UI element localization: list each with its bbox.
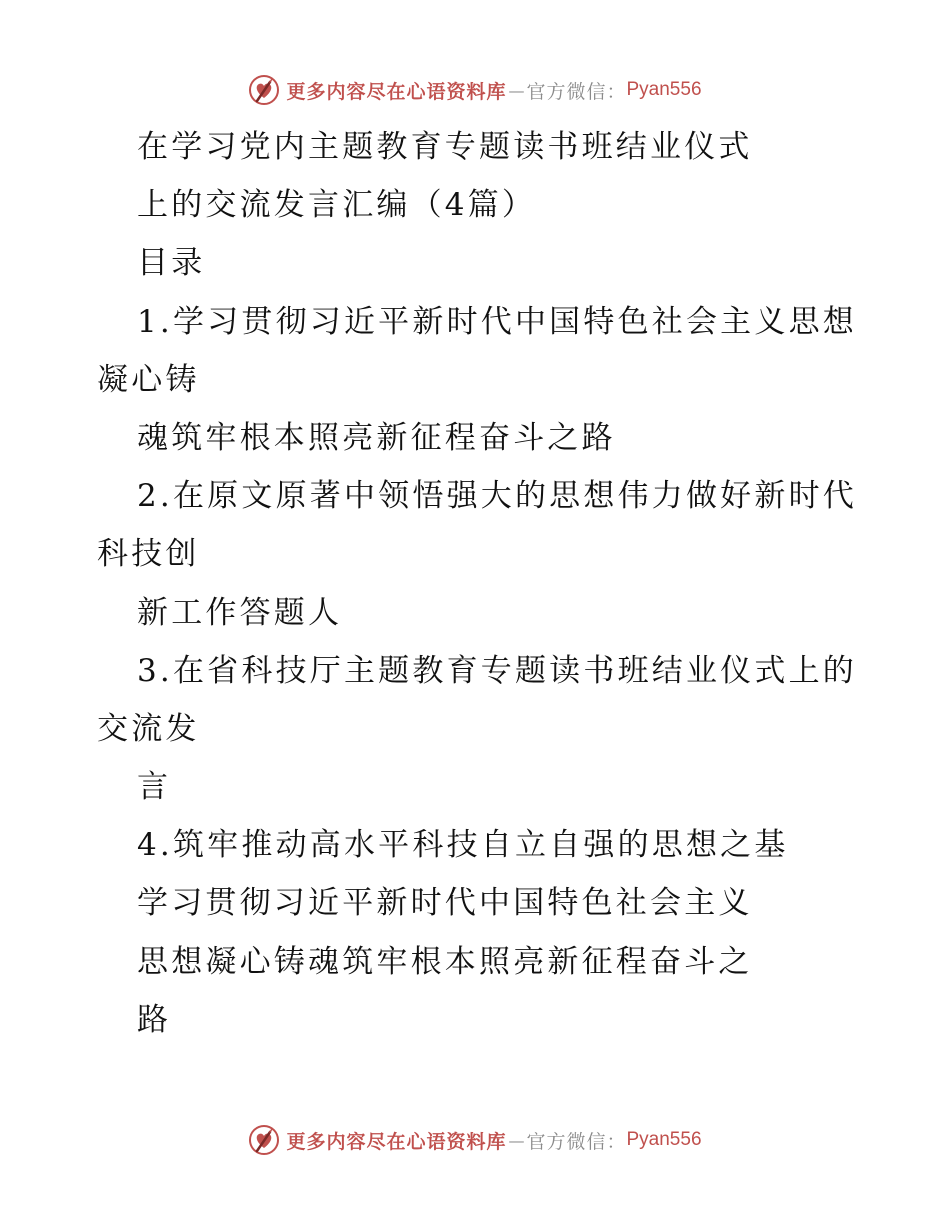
toc-heading: 目录: [137, 245, 206, 282]
watermark-text: 更多内容尽在心语资料库: [286, 80, 507, 103]
watermark-text: 更多内容尽在心语资料库: [286, 1130, 507, 1153]
watermark-separator: —: [508, 80, 525, 100]
toc-item-1-line1: 1.学习贯彻习近平新时代中国特色社会主义思想: [137, 303, 857, 340]
section-title-line3: 路: [137, 1001, 172, 1038]
document-body: [97, 118, 857, 1049]
heart-pen-logo-icon: [248, 74, 280, 106]
toc-item-3-line3: 言: [137, 769, 172, 806]
header-watermark: [0, 70, 950, 110]
section-title-line1: 学习贯彻习近平新时代中国特色社会主义: [137, 885, 753, 922]
section-title-line2: 思想凝心铸魂筑牢根本照亮新征程奋斗之: [137, 943, 753, 980]
watermark-handle: Pyan556: [626, 1129, 702, 1150]
toc-item-3-line2: 交流发: [97, 710, 200, 747]
toc-item-4-line1: 4.筑牢推动高水平科技自立自强的思想之基: [137, 827, 789, 864]
watermark-label: 官方微信：: [526, 1130, 627, 1153]
watermark-label: 官方微信：: [526, 80, 627, 103]
toc-item-1-line2: 凝心铸: [97, 361, 200, 398]
heart-pen-logo-icon: [248, 1124, 280, 1156]
watermark-handle: Pyan556: [626, 79, 702, 100]
doc-title-line2: 上的交流发言汇编（4篇）: [137, 187, 537, 224]
toc-item-2-line3: 新工作答题人: [137, 594, 343, 631]
watermark-separator: —: [508, 1130, 525, 1150]
toc-item-2-line1: 2.在原文原著中领悟强大的思想伟力做好新时代: [137, 478, 857, 515]
doc-title-line1: 在学习党内主题教育专题读书班结业仪式: [137, 129, 753, 165]
toc-item-2-line2: 科技创: [97, 536, 200, 573]
toc-item-3-line1: 3.在省科技厅主题教育专题读书班结业仪式上的: [137, 652, 857, 689]
toc-item-1-line3: 魂筑牢根本照亮新征程奋斗之路: [137, 419, 616, 456]
footer-watermark: [0, 1120, 950, 1160]
